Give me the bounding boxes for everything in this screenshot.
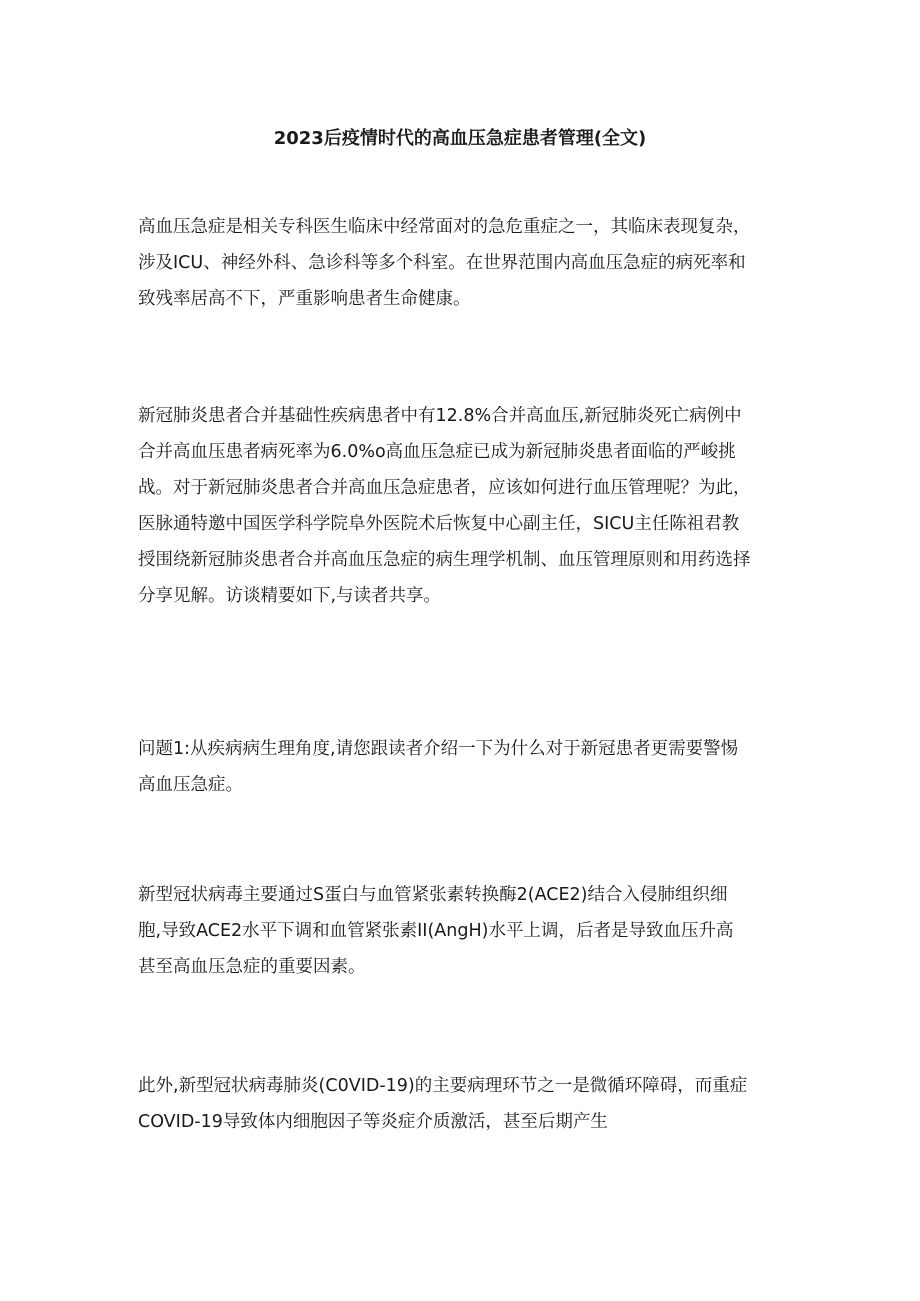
paragraph-line: 胞,导致ACE2水平下调和血管紧张素II(AngH)水平上调，后者是导致血压升高 [138, 921, 734, 941]
paragraph-line: 高血压急症。 [138, 775, 243, 795]
paragraph-intro [138, 209, 788, 317]
paragraph-line: 新型冠状病毒主要通过S蛋白与血管紧张素转换酶2(ACE2)结合入侵肺组织细 [138, 885, 728, 905]
paragraph-line: COVID-19导致体内细胞因子等炎症介质激活，甚至后期产生 [138, 1112, 608, 1132]
paragraph-line: 新冠肺炎患者合并基础性疾病患者中有12.8%合并高血压,新冠肺炎死亡病例中 [138, 406, 742, 426]
paragraph-mechanism [138, 877, 788, 985]
paragraph-background [138, 398, 788, 614]
paragraph-line: 问题1:从疾病病生理角度,请您跟读者介绍一下为什么对于新冠患者更需要警惕 [138, 739, 739, 759]
paragraph-question-1 [138, 731, 788, 803]
paragraph-line: 此外,新型冠状病毒肺炎(C0VID-19)的主要病理环节之一是微循环障碍，而重症 [138, 1076, 748, 1096]
paragraph-microcirculation [138, 1068, 788, 1140]
paragraph-line: 分享见解。访谈精要如下,与读者共享。 [138, 586, 442, 606]
paragraph-line: 医脉通特邀中国医学科学院阜外医院术后恢复中心副主任，SICU主任陈祖君教 [138, 514, 740, 534]
document-title: 2023后疫情时代的高血压急症患者管理(全文) [273, 128, 647, 149]
paragraph-line: 致残率居高不下，严重影响患者生命健康。 [138, 289, 471, 309]
paragraph-line: 高血压急症是相关专科医生临床中经常面对的急危重症之一，其临床表现复杂， [138, 217, 751, 237]
paragraph-line: 合并高血压患者病死率为6.0%o高血压急症已成为新冠肺炎患者面临的严峻挑 [138, 442, 736, 462]
paragraph-line: 涉及ICU、神经外科、急诊科等多个科室。在世界范围内高血压急症的病死率和 [138, 253, 746, 273]
paragraph-line: 授围绕新冠肺炎患者合并高血压急症的病生理学机制、血压管理原则和用药选择 [138, 550, 751, 570]
paragraph-line: 甚至高血压急症的重要因素。 [138, 957, 366, 977]
paragraph-line: 战。对于新冠肺炎患者合并高血压急症患者，应该如何进行血压管理呢？为此， [138, 478, 751, 498]
